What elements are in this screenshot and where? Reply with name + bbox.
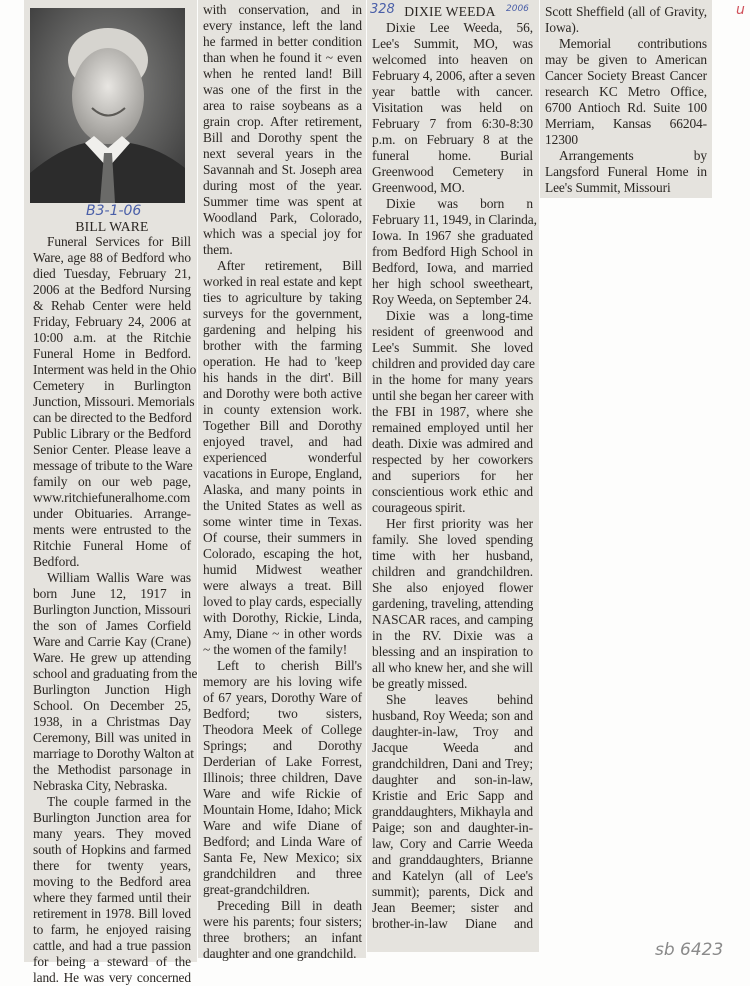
text-line: surveys for the government, <box>203 306 362 321</box>
text-line: Roy Weeda, on September 24. <box>372 292 532 307</box>
text-line: Dixie was a long-time <box>386 308 533 323</box>
text-line: experienced wonderful <box>203 450 362 465</box>
obituary-heading-bill-ware: BILL WARE <box>75 219 149 234</box>
text-line: with Dorothy, Rickie, Linda, <box>203 610 362 625</box>
text-line: Paige; son and daughter-in- <box>372 820 533 835</box>
text-line: Lee's Summit, Missouri <box>545 180 671 195</box>
text-line: Springs; and Dorothy <box>203 738 362 753</box>
text-line: the United States as well as <box>203 498 362 513</box>
text-line: loved to play cards, especially <box>203 594 362 609</box>
text-line: of 67 years, Dorothy Ware of <box>203 690 362 705</box>
text-line: Burlington Junction, Missouri <box>33 602 192 617</box>
text-line: was one of the first in the <box>203 82 362 97</box>
text-line: Jacque Weeda and <box>372 740 533 755</box>
text-column-1 <box>33 234 198 986</box>
text-line: brother with the farming <box>203 338 362 353</box>
text-line: grandchildren, Dani and Trey; <box>372 756 533 771</box>
text-line: daughter-in-law, Troy and <box>372 724 533 739</box>
text-line: Together Bill and Dorothy <box>203 418 362 433</box>
bill-ware-portrait-photo <box>30 8 185 203</box>
text-line: Bedford; and Linda Ware of <box>203 834 362 849</box>
text-line: Amy, Diane ~ in other words <box>203 626 362 641</box>
text-line: three brothers; an infant <box>203 930 362 945</box>
text-line: Memorial contributions <box>559 36 707 51</box>
text-line: Ware and wife Rickie of <box>203 786 362 801</box>
text-line: Funeral Home in Bedford. <box>33 346 191 361</box>
text-line: ties to agriculture by taking <box>203 290 362 305</box>
text-column-3 <box>372 20 537 932</box>
text-line: death. Dixie was admired and <box>372 436 533 451</box>
text-line: www.ritchiefuneralhome.com <box>33 490 191 505</box>
text-line: Ceremony, Bill was united in <box>33 730 191 745</box>
text-line: Mountain Home, Idaho; Mick <box>203 802 362 817</box>
text-line: Theodora Meek of College <box>203 722 362 737</box>
text-line: Illinois; three children, Dave <box>203 770 362 785</box>
text-line: NASCAR races, and camping <box>372 612 533 627</box>
text-column-2 <box>203 2 362 962</box>
paragraph <box>372 196 537 308</box>
text-line: daughter and son-in-law, <box>372 772 533 787</box>
handwritten-corner-mark: u <box>736 2 745 18</box>
text-line: Interment was held in the Ohio <box>33 362 197 377</box>
text-line: resident of greenwood and <box>372 324 533 339</box>
paragraph <box>545 4 707 36</box>
text-line: humid Midwest weather <box>203 562 362 577</box>
text-line: She also enjoyed flower <box>372 580 533 595</box>
text-line: Alaska, and many points in <box>203 482 362 497</box>
text-line: were always a treat. Bill <box>203 578 362 593</box>
handwritten-date-bill: B3-1-06 <box>86 203 142 219</box>
text-line: and granddaughters, Brianne <box>372 852 533 867</box>
text-line: his hands in the dirt'. Bill <box>203 370 362 385</box>
text-line: operation. He had to 'keep <box>203 354 362 369</box>
text-line: summit); parents, Dick and <box>372 884 533 899</box>
text-line: the son of James Corfield <box>33 618 191 633</box>
text-line: born June 12, 1917 in <box>33 586 191 601</box>
text-line: Nebraska City, Nebraska. <box>33 778 168 793</box>
text-line: Dixie Lee Weeda, 56, <box>386 20 533 35</box>
text-line: Of course, their summers in <box>203 530 362 545</box>
text-line: Iowa). <box>545 20 579 35</box>
text-line: Bedford, Iowa, and married <box>372 260 533 275</box>
text-line: Kristie and Eric Sapp and <box>372 788 533 803</box>
text-line: many years. They moved <box>33 826 191 841</box>
text-line: worked in real estate and kept <box>203 274 362 289</box>
text-line: courageous spirit. <box>372 500 466 515</box>
text-line: can be directed to the Bedford <box>33 410 192 425</box>
text-line: until she began her career with <box>372 388 534 403</box>
text-line: Left to cherish Bill's <box>217 658 362 673</box>
text-line: Burlington Junction High <box>33 682 191 697</box>
text-line: great-grandchildren. <box>203 882 310 897</box>
text-line: & Rehab Center were held <box>33 298 191 313</box>
text-line: Santa Fe, New Mexico; six <box>203 850 362 865</box>
text-column-4 <box>545 4 707 196</box>
text-line: Visitation was held on <box>372 100 533 115</box>
paragraph <box>203 658 362 898</box>
text-line: Savannah and St. Joseph area <box>203 162 362 177</box>
text-line: After retirement, Bill <box>217 258 362 273</box>
text-line: Bedford; two sisters, <box>203 706 362 721</box>
text-line: in the home for many years <box>372 372 533 387</box>
text-line: school and graduating from the <box>33 666 198 681</box>
text-line: Bill and Dorothy spent the <box>203 130 362 145</box>
paragraph <box>203 2 362 258</box>
text-line: conscientious work ethic and <box>372 484 533 499</box>
text-line: Cancer Society Breast Cancer <box>545 68 707 83</box>
text-line: The couple farmed in the <box>47 794 191 809</box>
text-line: marriage to Dorothy Walton at <box>33 746 194 761</box>
text-line: She leaves behind <box>386 692 533 707</box>
text-line: law, Cory and Carrie Weeda <box>372 836 533 851</box>
handwritten-prefix-dixie: 328 <box>370 2 395 17</box>
text-line: welcomed into heaven on <box>372 52 533 67</box>
text-line: children and provided day care <box>372 356 535 371</box>
text-line: enjoyed travel, and had <box>203 434 362 449</box>
text-line: Iowa. In 1967 she graduated <box>372 228 533 243</box>
paragraph <box>372 692 533 932</box>
text-line: daughter and one grandchild. <box>203 946 357 961</box>
text-line: Ware and wife Diane of <box>203 818 362 833</box>
text-line: with conservation, and in <box>203 2 362 17</box>
text-line: Her first priority was her <box>386 516 533 531</box>
text-line: family on our web page, <box>33 474 191 489</box>
text-line: 12300 <box>545 132 578 147</box>
text-line: Ware and Carrie Kay (Crane) <box>33 634 191 649</box>
text-line: and superiors for her <box>372 468 533 483</box>
text-line: Bedford. <box>33 554 80 569</box>
text-line: year battle with cancer. <box>372 84 533 99</box>
text-line: Greenwood, MO. <box>372 180 465 195</box>
text-line: Funeral Services for Bill <box>47 234 191 249</box>
paragraph <box>203 898 362 962</box>
text-line: children and grandchildren. <box>372 564 533 579</box>
text-line: funeral home. Burial <box>372 148 533 163</box>
text-line: in the RV. Dixie was a <box>372 628 533 643</box>
text-line: under Obituaries. Arrange- <box>33 506 191 521</box>
text-line: vacations in Europe, England, <box>203 466 362 481</box>
text-line: may be given to American <box>545 52 707 67</box>
text-line: research KC Metro Office, <box>545 84 707 99</box>
text-line: memory are his loving wife <box>203 674 362 689</box>
paragraph <box>372 20 536 196</box>
text-line: her high school sweetheart, <box>372 276 533 291</box>
text-line: brother-in-law Diane and <box>372 916 533 931</box>
text-line: Woodland Park, Colorado, <box>203 210 362 225</box>
text-line: Arrangements by <box>559 148 707 163</box>
text-line: Lee's Summit, MO, was <box>372 36 533 51</box>
text-line: where they farmed until their <box>33 890 191 905</box>
text-line: the FBI in 1987, where she <box>372 404 533 419</box>
text-line: ~ the women of the family! <box>203 642 348 657</box>
text-line: all who knew her, and she will <box>372 660 533 675</box>
text-line: he farmed in better condition <box>203 34 362 49</box>
text-line: Senior Center. Please leave a <box>33 442 191 457</box>
paragraph <box>372 516 533 692</box>
text-line: Colorado, escaping the hot, <box>203 546 362 561</box>
text-line: gardening and helping his <box>203 322 362 337</box>
text-line: 10:00 a.m. at the Ritchie <box>33 330 191 345</box>
text-line: and Katelyn (all of Lee's <box>372 868 533 883</box>
text-line: Summer time was spent at <box>203 194 362 209</box>
text-line: be greatly missed. <box>372 676 468 691</box>
text-line: grandchildren and three <box>203 866 362 881</box>
text-line: than when he found it ~ even <box>203 50 362 65</box>
text-line: 6700 Antioch Rd. Suite 100 <box>545 100 707 115</box>
handwritten-catalog-number: sb 6423 <box>655 940 724 960</box>
text-line: and Dorothy were both active <box>203 386 362 401</box>
text-line: which was a special joy for <box>203 226 362 241</box>
text-line: granddaughters, Mikhayla and <box>372 804 533 819</box>
text-line: cattle, and had a true passion <box>33 938 191 953</box>
text-line: Dixie was born n <box>386 196 533 211</box>
paragraph <box>33 794 191 986</box>
text-line: Friday, February 24, 2006 at <box>33 314 191 329</box>
text-line: Merriam, Kansas 66204- <box>545 116 707 131</box>
text-line: blessing and an inspiration to <box>372 644 533 659</box>
paragraph <box>372 308 533 516</box>
obituary-heading-dixie-weeda: DIXIE WEEDA <box>404 4 496 19</box>
text-line: for being a steward of the <box>33 954 191 969</box>
paragraph <box>203 258 362 658</box>
text-line: Cemetery in Burlington <box>33 378 191 393</box>
text-line: time with her husband, <box>372 548 533 563</box>
text-line: Junction, Missouri. Memorials <box>33 394 195 409</box>
text-line: family. She loved spending <box>372 532 533 547</box>
text-line: Ritchie Funeral Home of <box>33 538 191 553</box>
paragraph <box>33 570 198 794</box>
paragraph <box>545 148 707 196</box>
text-line: Derderian of Lake Forrest, <box>203 754 362 769</box>
text-line: every instance, left the land <box>203 18 362 33</box>
text-line: ments were entrusted to the <box>33 522 191 537</box>
text-line: Ware. He grew up attending <box>33 650 191 665</box>
paragraph <box>33 234 197 570</box>
text-line: Lee's Summit. She loved <box>372 340 533 355</box>
text-line: Greenwood Cemetery in <box>372 164 533 179</box>
text-line: moving to the Bedford area <box>33 874 191 889</box>
text-line: William Wallis Ware was <box>47 570 191 585</box>
text-line: in county extension work. <box>203 402 362 417</box>
text-line: during most of the year. <box>203 178 362 193</box>
text-line: from Bedford High School in <box>372 244 533 259</box>
text-line: were his parents; four sisters; <box>203 914 362 929</box>
paragraph <box>545 36 707 148</box>
text-line: Langsford Funeral Home in <box>545 164 707 179</box>
text-line: Ware, age 88 of Bedford who <box>33 250 191 265</box>
text-line: February 7 from 6:30-8:30 <box>372 116 533 131</box>
text-line: 1938, in a Christmas Day <box>33 714 191 729</box>
text-line: Burlington Junction area for <box>33 810 191 825</box>
text-line: husband, Roy Weeda; son and <box>372 708 533 723</box>
text-line: some winter time in Texas. <box>203 514 362 529</box>
text-line: Public Library or the Bedford <box>33 426 191 441</box>
text-line: there for twenty years, <box>33 858 191 873</box>
text-line: February 11, 1949, in Clarinda, <box>372 212 537 227</box>
text-line: retirement in 1978. Bill loved <box>33 906 191 921</box>
text-line: Scott Sheffield (all of Gravity, <box>545 4 707 19</box>
text-line: when he rented land! Bill <box>203 66 362 81</box>
text-line: February 4, 2006, after a seven <box>372 68 536 83</box>
text-line: remained employed until her <box>372 420 533 435</box>
text-line: died Tuesday, February 21, <box>33 266 191 281</box>
text-line: grain crop. After retirement, <box>203 114 362 129</box>
handwritten-year-dixie: 2006 <box>506 4 529 14</box>
text-line: south of Hopkins and farmed <box>33 842 191 857</box>
text-line: respected by her coworkers <box>372 452 533 467</box>
text-line: 2006 at the Bedford Nursing <box>33 282 191 297</box>
text-line: to farm, he enjoyed raising <box>33 922 191 937</box>
text-line: Preceding Bill in death <box>217 898 362 913</box>
text-line: p.m. on February 8 at the <box>372 132 533 147</box>
text-line: gardening, traveling, attending <box>372 596 534 611</box>
text-line: area to raise soybeans as a <box>203 98 362 113</box>
text-line: School. On December 25, <box>33 698 191 713</box>
text-line: Jean Beemer; sister and <box>372 900 533 915</box>
text-line: them. <box>203 242 233 257</box>
text-line: message of tribute to the Ware <box>33 458 193 473</box>
text-line: next several years in the <box>203 146 362 161</box>
text-line: land. He was very concerned <box>33 970 191 985</box>
text-line: the Methodist parsonage in <box>33 762 191 777</box>
